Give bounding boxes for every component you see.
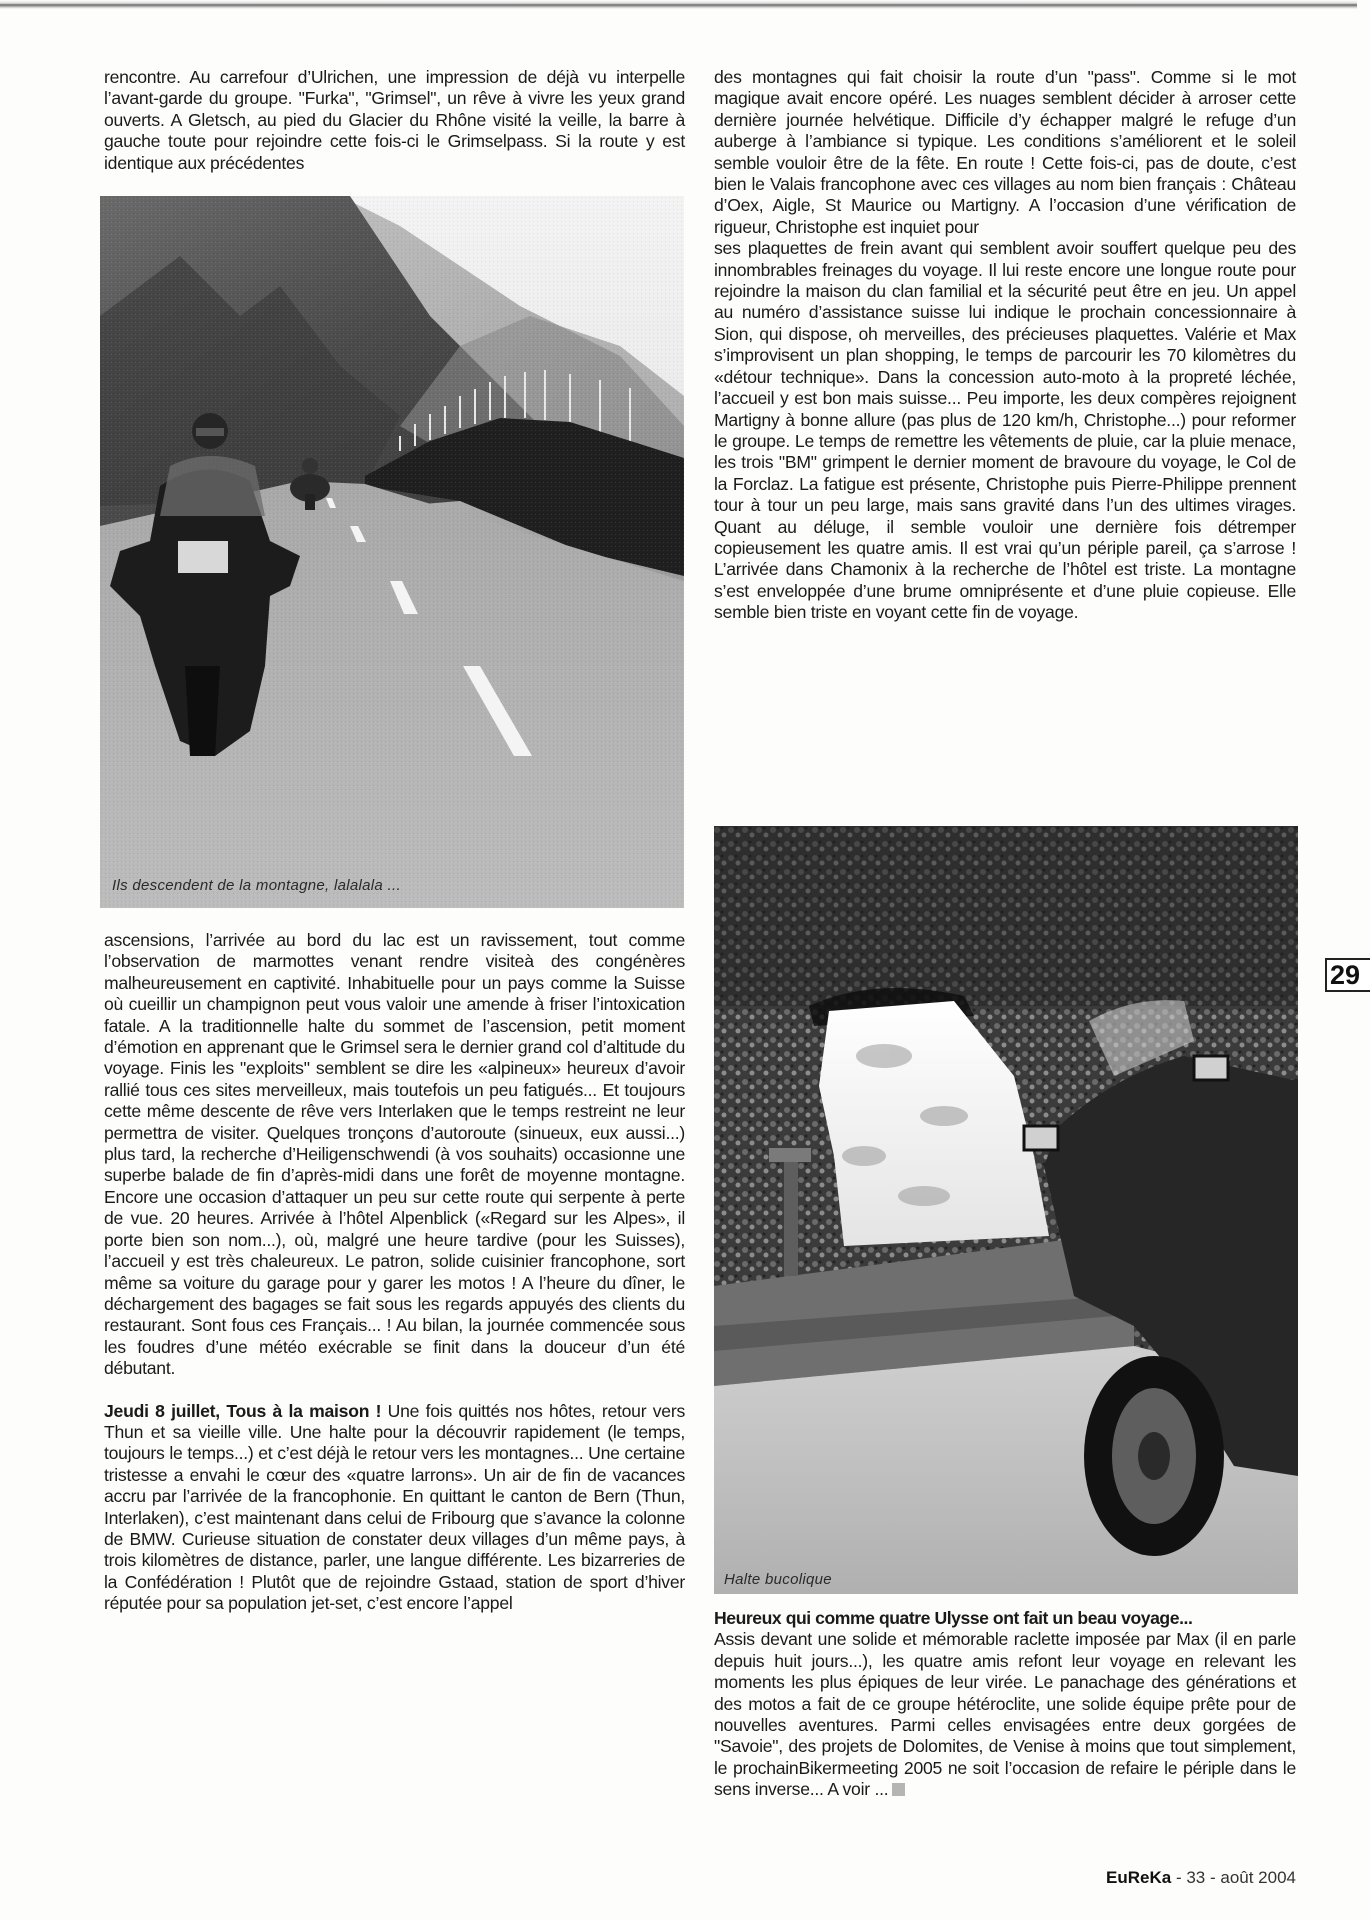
paragraph: ascensions, l’arrivée au bord du lac est un ravissement, tout comme l’observation de marmottes venant rendre visiteà des congénères malheureusement en captivité. Inhabituelle pour un pays comme la Suisse où cueillir un champignon peut vous valoir une amende à friser l’intoxication fatale. A la traditionnelle halte du sommet de l’ascension, petit moment d’émotion en apprenant que le Grimsel sera le dernier grand col d’altitude du voyage. Finis les "exploits" semblent se dire les «alpineux» heureux d’avoir rallié tous ces sites merveilleux, mais toutefois un peu fatigués... Et toujours cette même descente de rêve vers Interlaken que le temps restreint ne leur permettra de visiter. Quelques tronçons d’autoroute (sinueux, eux aussi...) plus tard, la recherche d’Heiligenschwendi (à vos souhaits) occasionne une superbe balade de fin d’après-midi dans une forêt de moyenne montagne. Encore une occasion d’attaquer un peu sur cette route qui serpente à perte de vue. 20 heures. Arrivée à l’hôtel Alpenblick («Regard sur les Alpes», il porte bien son nom...), où, malgré une heure tardive (pour les Suisses), l’accueil y est très chaleureux. Le patron, solide cuisinier francophone, sort même sa voiture du garage pour y garer les motos ! A l’heure du dîner, le déchargement des bagages se fait sous les regards appuyés des clients du restaurant. Sont fous ces Français... ! Au bilan, la journée commencée sous les foudres d’une météo exécrable se finit dans la douceur d’un été débutant.	[104, 930, 685, 1379]
section-heading: Jeudi 8 juillet, Tous à la maison !	[104, 1400, 382, 1421]
waterfall-photo-illustration	[714, 826, 1298, 1594]
scan-edge-shadow	[0, 0, 1357, 9]
left-column-bottom-text	[104, 930, 685, 1615]
right-column-top-text	[714, 67, 1296, 624]
paragraph: ses plaquettes de frein avant qui semblent avoir souffert quelque peu des innombrables freinages du voyage. Il lui reste encore une longue route pour rejoindre la maison du clan familial et la sécurité peut être en jeu. Un appel au numéro d’assistance suisse lui indique le prochain concessionnaire à Sion, qui dispose, oh merveilles, des précieuses plaquettes. Valérie et Max s’improvisent un plan shopping, le temps de parcourir les 70 kilomètres du «détour technique». Dans la concession auto-moto à la propreté léchée, l’accueil y est bon mais suisse... Peu importe, les deux compères rejoignent Martigny à bonne allure (pas plus de 120 km/h, Christophe...) pour reformer le groupe. Le temps de remettre les vêtements de pluie, car la pluie menace, les trois "BM" grimpent le dernier moment de bravoure du voyage, le Col de la Forclaz. La fatigue est présente, Christophe puis Pierre-Philippe prennent tour à tour un peu large, mais sans gravité dans l’un des ultimes virages. Quant au déluge, il semble vouloir une dernière fois détremper copieusement les quatre amis. Il est vrai qu’un périple pareil, ça s’arrose ! L’arrivée dans Chamonix à la recherche de l’hôtel est triste. La montagne s’est enveloppée d’une brume omniprésente et d’une pluie copieuse. Elle semble bien triste en voyant cette fin de voyage.	[714, 238, 1296, 623]
magazine-name: EuReKa	[1106, 1868, 1172, 1887]
issue-info: - 33 - août 2004	[1175, 1868, 1296, 1887]
section-paragraph	[104, 1401, 685, 1615]
photo-caption: Halte bucolique	[724, 1571, 832, 1588]
section-body: Une fois quittés nos hôtes, retour vers Thun et sa vieille ville. Une halte pour la découvrir rapidement (le temps, toujours le temps...) et c’est déjà le retour vers les montagnes... Une certaine tristesse a envahi le cœur des «quatre larrons». Un air de fin de vacances accru par l’arrivée de la francophonie. En quittant le canton de Bern (Thun, Interlaken), c’est maintenant dans celui de Fribourg que s’avance la colonne de BMW. Curieuse situation de constater deux villages d’un même pays, à trois kilomètres de distance, parler, une langue différente. Les bizarreries de la Confédération ! Plutôt que de rejoindre Gstaad, station de sport d’hiver réputée pour sa population jet-set, c’est encore l’appel	[104, 1400, 685, 1614]
photo-motorcycles-on-mountain-road	[100, 196, 684, 908]
section-paragraph	[714, 1629, 1296, 1800]
photo-waterfall-with-motorcycle	[714, 826, 1298, 1594]
paragraph: rencontre. Au carrefour d’Ulrichen, une impression de déjà vu interpelle l’avant-garde du groupe. "Furka", "Grimsel", un rêve à vivre les yeux grand ouverts. A Gletsch, au pied du Glacier du Rhône visité la veille, la barre à gauche toute pour rejoindre cette fois-ci le Grimselpass. Si la route y est identique aux précédentes	[104, 67, 685, 173]
road-photo-illustration	[100, 196, 684, 908]
left-column-top-text	[104, 67, 685, 174]
photo-caption: Ils descendent de la montagne, lalalala ...	[112, 877, 401, 894]
page-footer	[1106, 1868, 1296, 1888]
paragraph-gap	[104, 1380, 685, 1401]
paragraph: des montagnes qui fait choisir la route d’un "pass". Comme si le mot magique avait encore opéré. Les nuages semblent décider à arroser cette dernière journée helvétique. Difficile d’y échapper malgré le refuge d’un auberge à l’ambiance si typique. Les conditions s’améliorent et le soleil semble vouloir être de la fête. En route ! Cette fois-ci, pas de doute, c’est bien le Valais francophone avec ces villages au nom bien français : Château d’Oex, Aigle, St Maurice ou Martigny. A l’occasion d’une vérification de rigueur, Christophe est inquiet pour	[714, 67, 1296, 237]
end-of-article-mark-icon	[892, 1783, 905, 1796]
section-heading: Heureux qui comme quatre Ulysse ont fait un beau voyage...	[714, 1608, 1193, 1628]
section-body: Assis devant une solide et mémorable raclette imposée par Max (il en parle depuis huit jours...), les quatre amis refont leur voyage en relevant les moments les plus épiques de leur virée. Le panachage des générations et des motos a fait de ce groupe hétéroclite, une solide équipe prête pour de nouvelles aventures. Parmi celles envisagées entre deux gorgées de "Savoie", des projets de Dolomites, de Venise à moins que tout simplement, le prochainBikermeeting 2005 ne soit l’occasion de refaire le périple dans le sens inverse... A voir ...	[714, 1629, 1296, 1800]
page-number-tab: 29	[1325, 958, 1370, 992]
right-column-bottom-text	[714, 1608, 1296, 1801]
